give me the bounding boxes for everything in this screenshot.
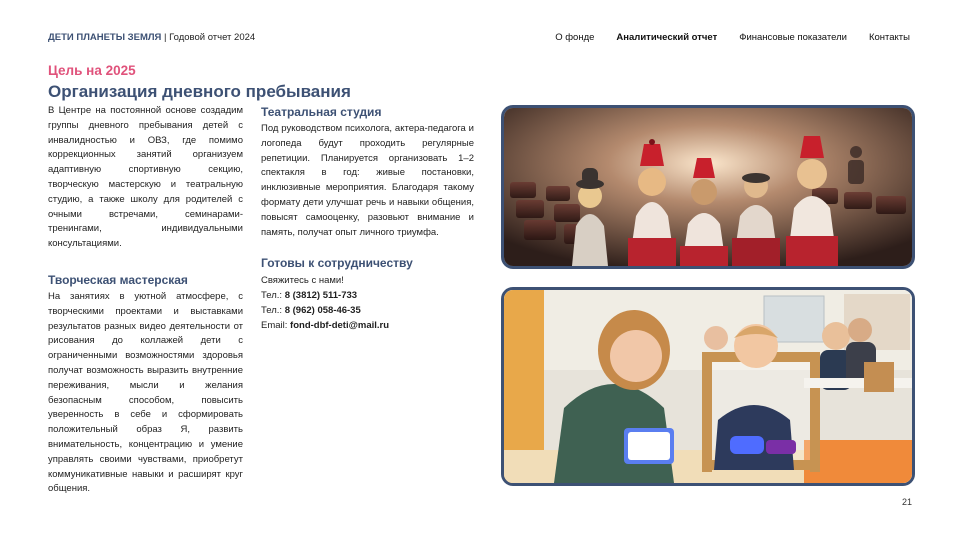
- brand: [48, 32, 255, 43]
- workshop-paragraph: На занятиях в уютной атмосфере, с творческими проектами и выставками результатов разных видео деятельности от рисования до коллажей дети с ограниченными возможностями здоровья получат возможность выразить внутренние переживания, мысли и желания безопасным способом, повысить уверенность в себе и сформировать положительный образ Я, развить внимательность, концентрацию и умение управлять своими чувствами, приобретут коммуникативные навыки и расширят круг общения.: [48, 290, 243, 495]
- header: [48, 32, 912, 46]
- nav-finance[interactable]: Финансовые показатели: [739, 32, 847, 43]
- theater-paragraph: Под руководством психолога, актера-педагога и логопеда будут проходить регулярные репетиции. Планируется организовать 1–2 спектакля в год: живые постановки, инклюзивные мероприятия. Благодаря такому формату дети улучшат речь и навыки общения, повысят самооценку, разовьют внимание и память, получат опыт личного триумфа.: [261, 123, 474, 238]
- nav-about[interactable]: О фонде: [555, 32, 595, 43]
- goal-label: Цель на 2025: [48, 63, 136, 78]
- page-number: 21: [901, 497, 912, 507]
- org-name: ДЕТИ ПЛАНЕТЫ ЗЕМЛЯ: [48, 32, 162, 43]
- phone-label: Тел.:: [261, 305, 285, 317]
- phone-label: Тел.:: [261, 290, 285, 302]
- email-label: Email:: [261, 320, 291, 332]
- theater-photo: [501, 105, 915, 269]
- contact-block: [261, 273, 474, 333]
- workshop-illustration: [504, 290, 912, 483]
- email-line: [261, 318, 474, 333]
- brand-separator: |: [161, 32, 170, 43]
- phone-line-2: [261, 303, 474, 318]
- middle-column: [261, 105, 474, 333]
- left-column: [48, 104, 243, 497]
- contact-cta: Свяжитесь с нами!: [261, 275, 344, 287]
- contact-heading: Готовы к сотрудничеству: [261, 256, 413, 271]
- report-title: Годовой отчет 2024: [169, 32, 256, 43]
- theater-heading: Театральная студия: [261, 105, 382, 119]
- intro-paragraph: В Центре на постоянной основе создадим группы дневного пребывания детей с инвалидностью и ОВЗ, где помимо коррекционных занятий организуем адаптивную спортивную секцию, творческую мастерскую и театральную студию, а также школу для родителей с очными встречами, семинарами-тренингами, индивидуальными консультациями.: [48, 105, 243, 250]
- nav-contacts[interactable]: Контакты: [868, 32, 910, 43]
- nav-analytics[interactable]: Аналитический отчет: [616, 32, 718, 43]
- top-nav: [533, 32, 910, 43]
- workshop-photo: [501, 287, 915, 486]
- workshop-heading: Творческая мастерская: [48, 272, 188, 287]
- phone-line-1: [261, 288, 474, 303]
- theater-illustration: [504, 108, 912, 266]
- email-link[interactable]: fond-dbf-deti@mail.ru: [290, 320, 390, 332]
- page-title: Организация дневного пребывания: [48, 82, 351, 101]
- phone-1[interactable]: 8 (3812) 511-733: [284, 290, 358, 302]
- phone-2[interactable]: 8 (962) 058-46-35: [284, 305, 361, 317]
